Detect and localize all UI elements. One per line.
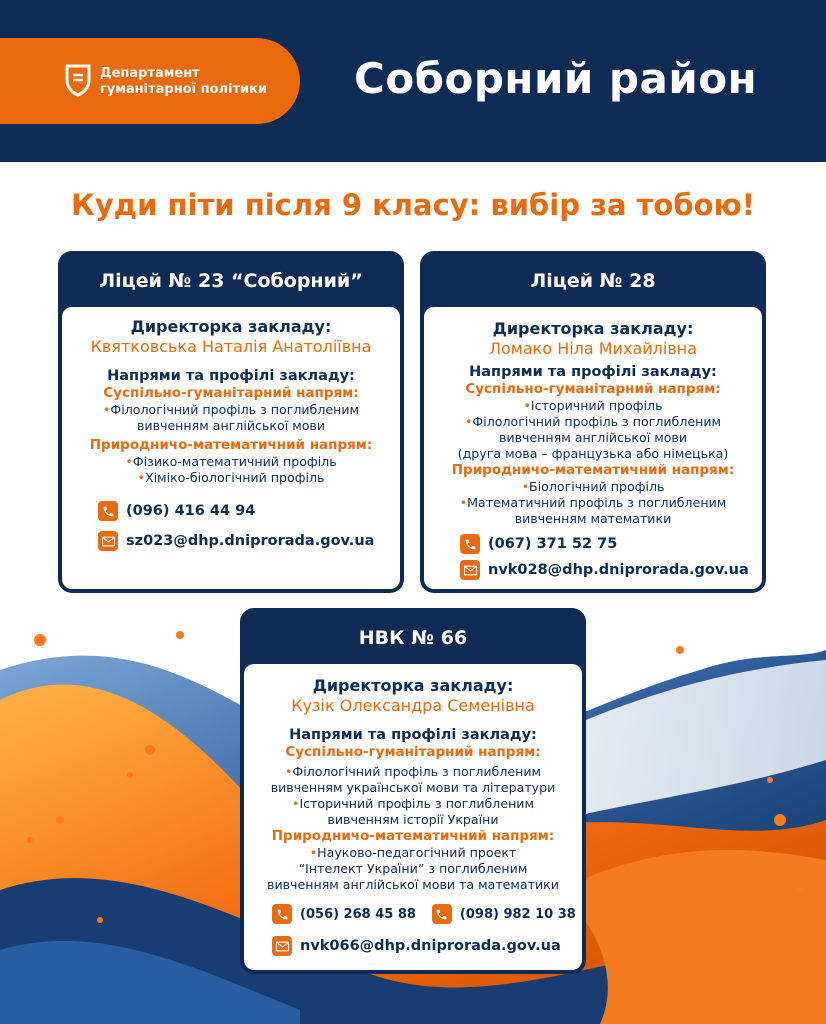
email-address: nvk028@dhp.dniprorada.gov.ua <box>488 562 749 578</box>
phone-number-2: (098) 982 10 38 <box>459 906 576 922</box>
profile-item: •Філологічний профіль з поглибленим <box>464 414 722 429</box>
direction-natural-math: Природничо-математичний напрям: <box>271 828 555 844</box>
phone-icon <box>432 904 452 924</box>
direction-natural-math: Природничо-математичний напрям: <box>451 462 735 478</box>
header-banner <box>0 0 826 162</box>
profile-item: •Науково-педагогічний проект <box>309 845 517 860</box>
card-title: Ліцей № 28 <box>530 270 656 292</box>
profile-item: •Історичний профіль з поглибленим <box>292 796 534 811</box>
director-name: Ломако Ніла Михайлівна <box>488 339 698 358</box>
page-headline: Куди піти після 9 класу: вибір за тобою! <box>71 188 755 222</box>
profile-item: “Інтелект України” з поглибленим <box>298 861 528 876</box>
director-label: Директорка закладу: <box>130 317 332 336</box>
profile-item: вивченням англійської мови та математики <box>267 877 559 892</box>
department-logo[interactable] <box>0 38 300 124</box>
mail-icon <box>460 560 480 580</box>
profiles-label: Напрями та профілі закладу: <box>289 727 537 743</box>
card-body <box>424 307 762 589</box>
card-body <box>62 307 400 589</box>
phone-link[interactable] <box>460 531 752 557</box>
profile-item: •Фізико-математичний профіль <box>125 454 337 469</box>
profiles-label: Напрями та профілі закладу: <box>107 368 355 384</box>
card-title: Ліцей № 23 “Соборний” <box>99 270 363 292</box>
profile-item: вивченням англійської мови <box>136 418 326 433</box>
direction-humanitarian: Суспільно-гуманітарний напрям: <box>465 381 721 397</box>
mail-icon <box>98 531 118 551</box>
school-card-lyceum-23 <box>58 251 404 593</box>
direction-humanitarian: Суспільно-гуманітарний напрям: <box>285 744 541 760</box>
profile-item: •Біологічний профіль <box>521 479 665 494</box>
profile-item: •Математичний профіль з поглибленим <box>459 495 727 510</box>
contacts <box>434 531 752 583</box>
email-link[interactable] <box>272 933 576 959</box>
phone-icon <box>98 501 118 521</box>
email-address: nvk066@dhp.dniprorada.gov.ua <box>300 938 561 954</box>
phone-icon <box>460 534 480 554</box>
profile-item: вивченням історії України <box>327 812 499 827</box>
profile-item: •Філологічний профіль з поглибленим <box>102 402 360 417</box>
card-title: НВК № 66 <box>358 627 468 649</box>
director-label: Директорка закладу: <box>312 676 514 695</box>
department-name <box>100 66 267 98</box>
direction-humanitarian: Суспільно-гуманітарний напрям: <box>103 385 359 401</box>
profiles-label: Напрями та профілі закладу: <box>469 364 717 380</box>
school-card-nvk-66 <box>240 608 586 974</box>
contacts <box>72 498 390 554</box>
phone-row <box>272 901 576 927</box>
director-name: Квятковська Наталія Анатоліївна <box>90 337 372 356</box>
director-label: Директорка закладу: <box>492 319 694 338</box>
phone-number: (067) 371 52 75 <box>488 536 618 552</box>
phone-number: (096) 416 44 94 <box>126 503 256 519</box>
email-link[interactable] <box>460 557 752 583</box>
contacts <box>250 901 576 959</box>
card-body <box>244 664 582 970</box>
profile-item: •Філологічний профіль з поглибленим <box>284 764 542 779</box>
school-card-lyceum-28 <box>420 251 766 593</box>
profile-item: вивченням англійської мови <box>498 430 688 445</box>
director-name: Кузік Олександра Семенівна <box>291 696 535 715</box>
phone-link-2[interactable] <box>432 901 576 927</box>
phone-link[interactable] <box>272 901 416 927</box>
district-title: Соборний район <box>354 54 758 103</box>
mail-icon <box>272 936 292 956</box>
profile-item: вивченням математики <box>514 511 672 526</box>
profile-item: (друга мова – французька або німецька) <box>457 446 729 461</box>
profile-item: вивченням української мови та літератури <box>270 780 556 795</box>
phone-link[interactable] <box>98 498 390 524</box>
profile-item: •Хіміко-біологічний профіль <box>137 470 325 485</box>
direction-natural-math: Природничо-математичний напрям: <box>89 437 373 453</box>
phone-icon <box>272 904 292 924</box>
shield-logo-icon <box>64 63 92 97</box>
phone-number: (056) 268 45 88 <box>300 906 416 922</box>
profile-item: •Історичний профіль <box>523 398 663 413</box>
logo-line-1: Департамент <box>100 66 200 81</box>
email-link[interactable] <box>98 528 390 554</box>
email-address: sz023@dhp.dniprorada.gov.ua <box>126 533 375 549</box>
logo-line-2: гуманітарної політики <box>100 82 268 97</box>
